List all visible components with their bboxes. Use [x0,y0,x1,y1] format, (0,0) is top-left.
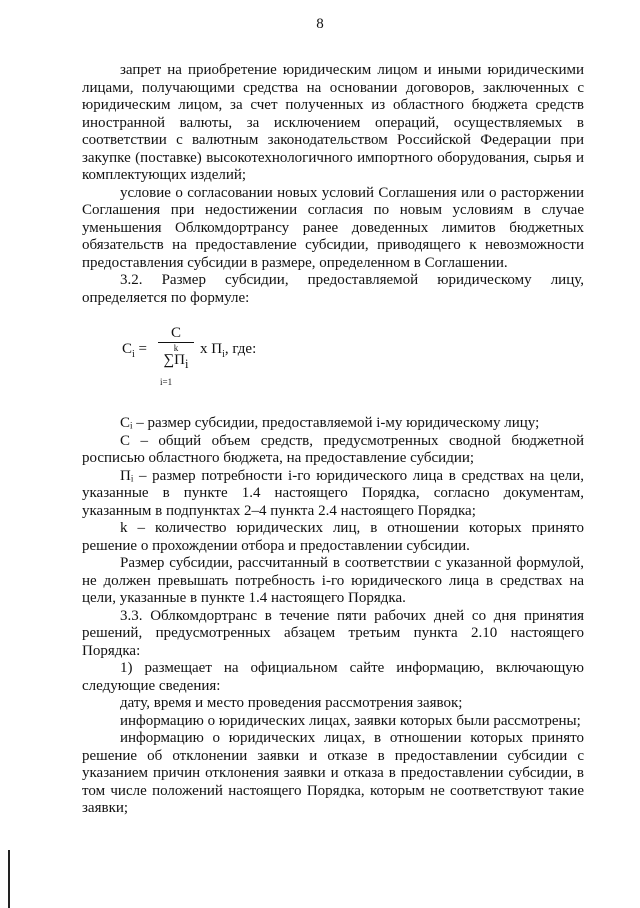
paragraph-currency-ban: запрет на приобретение юридическим лицом и иными юридическими лицами, получающими средства на основании договоров, заключенных с юридическим лицом, за счет полученных из областного бюджета средств иностранной валюты, за исключением операций, осуществляемых в соответствии с валютным законодательством Российской Федерации при закупке (поставке) высокотехнологичного импортного оборудования, сырья и комплектующих изделий; [82,62,584,183]
formula-fraction [156,325,196,387]
paragraph-3-2: 3.2. Размер субсидии, предоставляемой юридическому лицу, определяется по формуле: [82,272,584,306]
formula-numerator: C [170,325,181,341]
paragraph-publish-info: 1) размещает на официальном сайте информацию, включающую следующие сведения: [82,660,584,694]
sum-lower-limit: i=1 [160,377,173,387]
subsidy-formula [82,319,584,399]
definition-pi: Пᵢ – размер потребности i-го юридического лица в средствах на цели, указанные в пункте 1.4 настоящего Порядка, согласно документам, указанным в подпунктах 2–4 пункта 2.4 настоящего Порядка; [82,467,584,519]
list-item-reviewed: информацию о юридических лицах, заявки которых были рассмотрены; [120,712,581,729]
formula-rhs: x $П_i$, где: [200,341,257,360]
formula-lhs: $C_i$ = [122,341,148,360]
formula-denominator: $\sum П_i$ [163,352,189,371]
scan-margin-line [8,850,10,908]
paragraph-agreement-condition: условие о согласовании новых условий Соглашения или о расторжении Соглашения при недостижении согласия по новым условиям в случае уменьшения Облкомдортрансу ранее доведенных лимитов бюджетных обязательств на предоставление субсидии, приводящего к невозможности предоставления субсидии в размере, определенном в Соглашении. [82,184,584,271]
definition-k: k – количество юридических лиц, в отношении которых принято решение о прохождении отбора и предоставлении субсидии. [82,520,584,554]
list-item-date-place: дату, время и место проведения рассмотрения заявок; [120,695,463,711]
paragraph-3-3: 3.3. Облкомдортранс в течение пяти рабочих дней со дня принятия решений, предусмотренных абзацем третьим пункта 2.10 настоящего Порядка: [82,607,584,659]
definition-ci: Cᵢ – размер субсидии, предоставляемой i-му юридическому лицу; [120,415,540,431]
paragraph-subsidy-limit: Размер субсидии, рассчитанный в соответствии с указанной формулой, не должен превышать потребность i-го юридического лица в средствах на цели, указанные в пункте 1.4 настоящего Порядка. [82,555,584,606]
sum-upper-limit: k [173,343,179,353]
document-body [82,62,584,818]
definition-c: С – общий объем средств, предусмотренных сводной бюджетной росписью областного бюджета, на предоставление субсидии; [82,432,584,466]
page-number: 8 [316,16,324,32]
list-item-rejected: информацию о юридических лицах, в отношении которых принято решение об отклонении заявки и отказе в предоставлении субсидии с указанием причин отклонения заявки и отказа в предоставлении субсидии, в том числе положений настоящего Порядка, которым не соответствуют такие заявки; [82,730,584,816]
